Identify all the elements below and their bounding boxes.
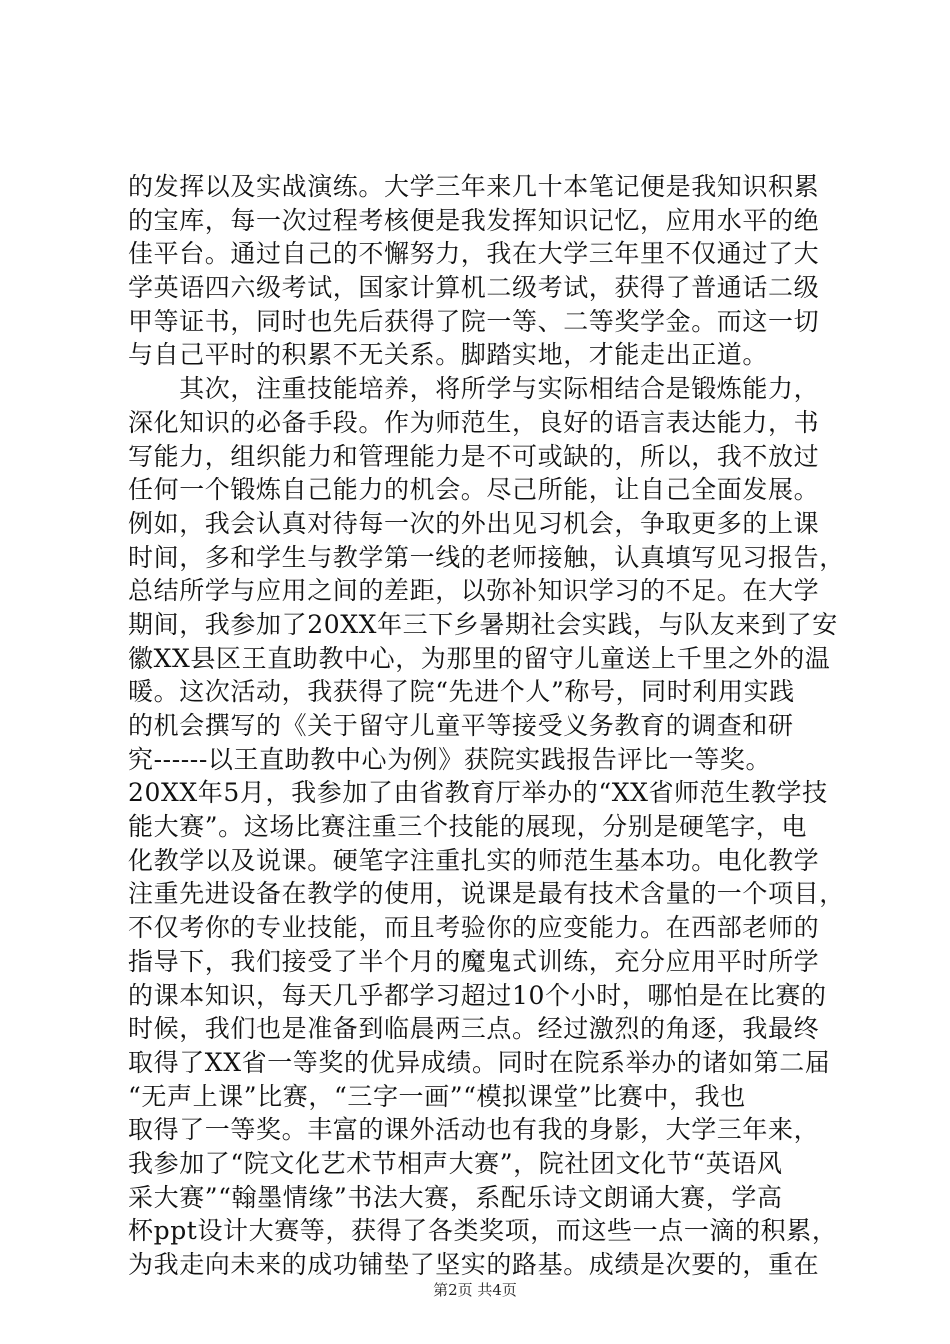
- text-line: 深化知识的必备手段。作为师范生，良好的语言表达能力，书: [128, 407, 820, 437]
- text-line: 取得了一等奖。丰富的课外活动也有我的身影，大学三年来，: [128, 1115, 820, 1145]
- text-line: 能大赛”。这场比赛注重三个技能的展现，分别是硬笔字，电: [128, 812, 807, 842]
- text-line: 的发挥以及实战演练。大学三年来几十本笔记便是我知识积累: [128, 172, 820, 201]
- text-line: 甲等证书，同时也先后获得了院一等、二等奖学金。而这一切: [128, 306, 820, 336]
- text-line: 20XX年5月，我参加了由省教育厅举办的“XX省师范生教学技: [128, 778, 828, 808]
- text-line: 化教学以及说课。硬笔字注重扎实的师范生基本功。电化教学: [128, 845, 820, 875]
- text-line: “无声上课”比赛，“三字一画”“模拟课堂”比赛中，我也: [128, 1081, 746, 1111]
- text-line: 徽XX县区王直助教中心，为那里的留守儿童送上千里之外的温: [128, 643, 831, 673]
- text-line: 佳平台。通过自己的不懈努力，我在大学三年里不仅通过了大: [128, 239, 820, 269]
- body-text: [128, 170, 845, 1282]
- text-line: 时间，多和学生与教学第一线的老师接触，认真填写见习报告，: [128, 542, 845, 572]
- text-line: 写能力，组织能力和管理能力是不可或缺的，所以，我不放过: [128, 441, 820, 471]
- text-line: 例如，我会认真对待每一次的外出见习机会，争取更多的上课: [128, 508, 820, 538]
- text-line: 注重先进设备在教学的使用，说课是最有技术含量的一个项目，: [128, 879, 845, 909]
- text-line: 不仅考你的专业技能，而且考验你的应变能力。在西部老师的: [128, 913, 820, 943]
- text-line: 我参加了“院文化艺术节相声大赛”，院社团文化节“英语风: [128, 1148, 783, 1178]
- text-line: 杯ppt设计大赛等，获得了各类奖项，而这些一点一滴的积累，: [128, 1216, 838, 1246]
- text-line: 指导下，我们接受了半个月的魔鬼式训练，充分应用平时所学: [128, 946, 820, 976]
- text-line: 暖。这次活动，我获得了院“先进个人”称号，同时利用实践: [128, 677, 795, 707]
- text-line: 学英语四六级考试，国家计算机二级考试，获得了普通话二级: [128, 273, 820, 303]
- text-line: 其次，注重技能培养，将所学与实际相结合是锻炼能力，: [128, 374, 820, 404]
- page-number-footer: 第2页 共4页: [433, 1281, 517, 1299]
- text-line: 为我走向未来的成功铺垫了坚实的路基。成绩是次要的，重在: [128, 1250, 820, 1279]
- text-line: 究------以王直助教中心为例》获院实践报告评比一等奖。: [128, 744, 772, 774]
- text-line: 的课本知识，每天几乎都学习超过10个小时，哪怕是在比赛的: [128, 980, 827, 1010]
- text-line: 与自己平时的积累不无关系。脚踏实地，才能走出正道。: [128, 340, 769, 370]
- text-line: 期间，我参加了20XX年三下乡暑期社会实践，与队友来到了安: [128, 609, 838, 639]
- text-line: 总结所学与应用之间的差距，以弥补知识学习的不足。在大学: [128, 576, 820, 606]
- text-line: 的机会撰写的《关于留守儿童平等接受义务教育的调查和研: [128, 711, 794, 740]
- text-line: 取得了XX省一等奖的优异成绩。同时在院系举办的诸如第二届: [128, 1047, 831, 1077]
- text-line: 时候，我们也是准备到临晨两三点。经过激烈的角逐，我最终: [128, 1014, 820, 1044]
- text-line: 的宝库，每一次过程考核便是我发挥知识记忆，应用水平的绝: [128, 205, 820, 235]
- text-line: 任何一个锻炼自己能力的机会。尽己所能，让自己全面发展。: [128, 475, 820, 505]
- text-line: 采大赛”“翰墨情缘”书法大赛，系配乐诗文朗诵大赛，学高: [128, 1182, 783, 1212]
